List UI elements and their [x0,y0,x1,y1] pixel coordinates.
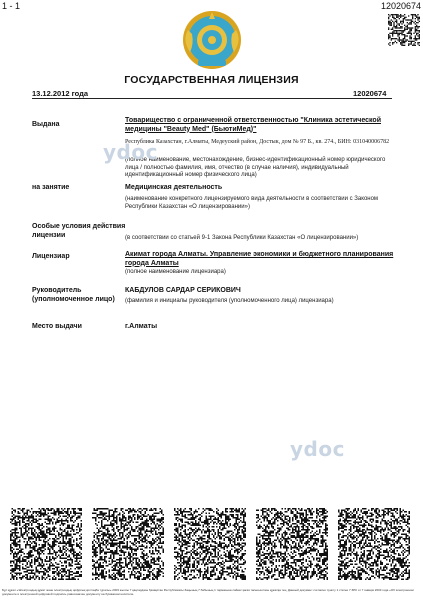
conditions-label: Особые условия действия лицензии [32,223,126,239]
head-label: Руководитель (уполномоченное лицо) [32,287,115,303]
page-indicator: 1 - 1 [2,1,21,11]
issue-date: 13.12.2012 года [32,89,89,98]
footer-legal-text: Бұл құжат «Электрондық құжат және электрондық цифрлық қолтаңба туралы» 2003 жылғы 7 қаңтардағы Қазақстан Республикасы Заңының 7 бабының 1 тармағына сәйкес қағаз тасығыштағы құжатқа тең. Данный документ согласно пункту 1 статьи 7 ЗРК от 7 января 2003 года «Об электронном документе и электронной цифровой подписи» равнозначен документу на бумажном носителе. [2,588,414,596]
issued-label: Выдана [32,121,60,128]
licensor-value: Акимат города Алматы. Управление экономики и бюджетного планирования города Алматы [125,251,394,267]
license-number: 12020674 [353,89,387,98]
qr-code-top [388,14,420,46]
issued-note: (полное наименование, местонахождение, бизнес-идентификационный номер юридического лица / полностью фамилия, имя, отчество (в случае наличия), индивидуальный идентификационный номер физического лица) [125,157,386,178]
qr-code-5 [338,508,410,580]
head-note: (фамилия и инициалы руководителя (уполномоченного лица) лицензиара) [125,298,334,304]
licensor-label: Лицензиар [32,253,70,260]
place-label: Место выдачи [32,323,82,330]
document-title: ГОСУДАРСТВЕННАЯ ЛИЦЕНЗИЯ [124,74,299,86]
activity-label: на занятие [32,184,70,191]
issued-address: Республика Казахстан, г.Алматы, Медеуский район, Достык, дом № 97 Б., кв. 274., БИН: 031040006782 [125,139,390,145]
head-value: КАБДУЛОВ САРДАР СЕРИКОВИЧ [125,287,241,294]
qr-code-3 [174,508,246,580]
qr-code-2 [92,508,164,580]
watermark-upper: ydoc [103,140,158,164]
top-document-number: 12020674 [380,1,421,11]
place-value: г.Алматы [125,323,158,330]
conditions-note: (в соответствии со статьей 9-1 Закона Республики Казахстан «О лицензировании») [125,235,359,241]
issued-value: Товарищество с ограниченной ответственностью "Клиника эстетической медицины "Beauty Med" (БьютиМед)" [125,117,381,133]
activity-value: Медицинская деятельность [125,184,223,191]
qr-code-4 [256,508,328,580]
header-divider [32,98,392,99]
activity-note: (наименование конкретного лицензируемого вида деятельности в соответствии с Законом Республики Казахстан «О лицензировании») [125,196,379,210]
kazakhstan-emblem-icon [180,10,244,72]
qr-code-1 [10,508,82,580]
watermark-lower: ydoc [290,437,345,461]
licensor-note: (полное наименование лицензиара) [125,269,226,275]
